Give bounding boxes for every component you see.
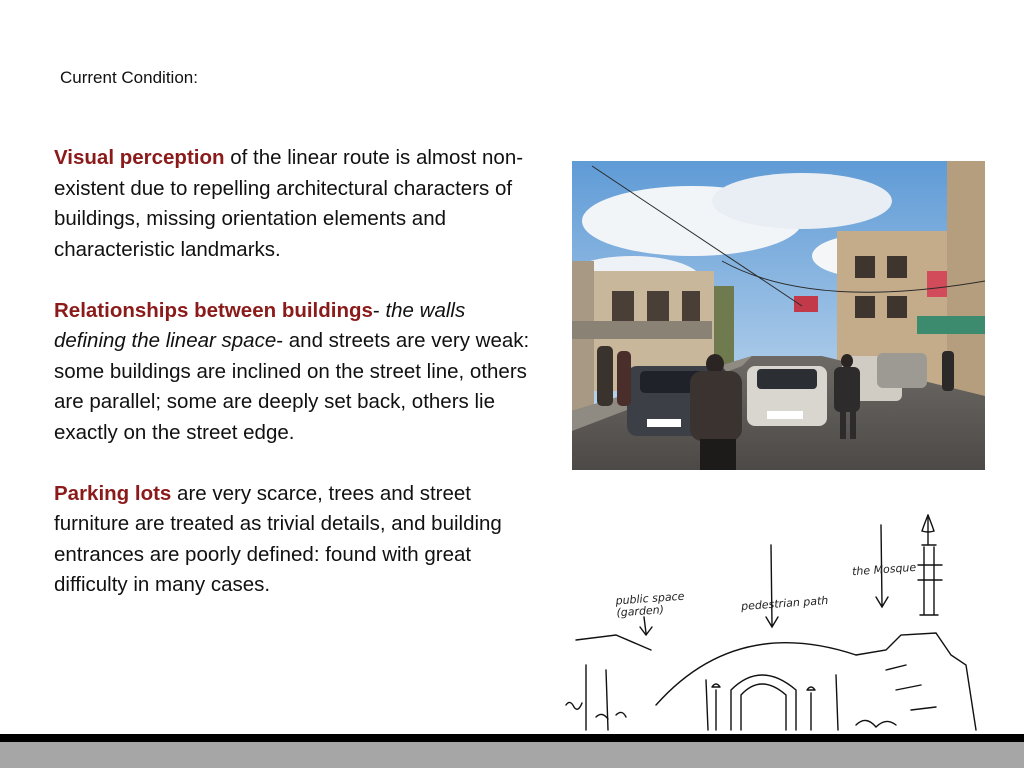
highlight-parking-lots: Parking lots — [54, 481, 172, 505]
paragraph-italic: the walls defining the linear space — [54, 298, 466, 352]
paragraph-relationships — [54, 296, 534, 449]
sketch-label-mosque: the Mosque — [851, 560, 917, 579]
slide-heading: Current Condition: — [60, 68, 198, 87]
paragraph-parking-lots — [54, 479, 534, 601]
highlight-relationships: Relationships between buildings — [54, 298, 373, 322]
paragraph-dash: - — [372, 298, 386, 322]
paragraph-text: of the linear route is almost non-existent due to repelling architectural characters of buildings, missing orientation elements and characteristic landmarks. — [54, 146, 524, 261]
street-sketch — [556, 505, 996, 737]
paragraph-visual-perception — [54, 143, 534, 265]
sketch-label-pedestrian-path: pedestrian path — [740, 593, 829, 614]
sketch-label-public-space: public space (garden) — [615, 589, 685, 620]
body-text — [54, 143, 534, 631]
paragraph-text: are very scarce, trees and street furniture are treated as trivial details, and building entrances are poorly defined: found with great difficulty in many cases. — [54, 481, 502, 596]
highlight-visual-perception: Visual perception — [54, 146, 225, 169]
street-photo — [572, 161, 985, 470]
bottom-bar — [0, 734, 1024, 742]
paragraph-text: - and streets are very weak: some buildings are inclined on the street line, others are parallel; some are deeply set back, others lie exactly on the street edge. — [54, 329, 530, 444]
footer-band — [0, 742, 1024, 768]
